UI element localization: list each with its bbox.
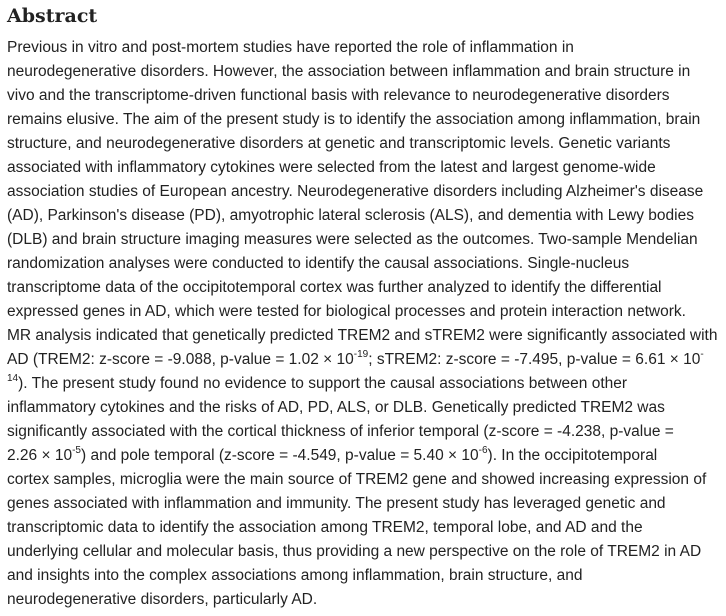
abstract-line: structure, and neurodegenerative disorders at genetic and transcriptomic levels. Genetic variants: [7, 135, 671, 152]
exponent: -19: [353, 348, 369, 360]
abstract-line: and insights into the complex associations among inflammation, brain structure, and: [7, 567, 583, 584]
abstract-body: [7, 36, 723, 612]
line-text: ) and pole temporal (z-score = -4.549, p-value = 5.40 × 10: [80, 447, 479, 464]
abstract-line: significantly associated with the cortical thickness of inferior temporal (z-score = -4.238, p-value =: [7, 423, 674, 440]
abstract-line: (AD), Parkinson's disease (PD), amyotrophic lateral sclerosis (ALS), and dementia with Lewy bodies: [7, 207, 694, 224]
abstract-line: randomization analyses were conducted to identify the causal associations. Single-nucleus: [7, 255, 630, 272]
abstract-line: cortex samples, microglia were the main source of TREM2 gene and showed increasing expression of: [7, 471, 707, 488]
abstract-line: association studies of European ancestry. Neurodegenerative disorders including Alzheimer's disease: [7, 183, 704, 200]
exponent: -5: [72, 444, 81, 456]
abstract-line: inflammatory cytokines and the risks of AD, PD, ALS, or DLB. Genetically predicted TREM2 was: [7, 399, 665, 416]
abstract-line: remains elusive. The aim of the present study is to identify the association among inflammation, brain: [7, 111, 701, 128]
abstract-line: transcriptome data of the occipitotemporal cortex was further analyzed to identify the differential: [7, 279, 662, 296]
abstract-line: associated with inflammatory cytokines were selected from the latest and largest genome-wide: [7, 159, 656, 176]
abstract-line: neurodegenerative disorders. However, the association between inflammation and brain structure in: [7, 63, 691, 80]
abstract-section: [7, 0, 723, 612]
abstract-line: expressed genes in AD, which were tested for biological processes and protein interaction network.: [7, 303, 686, 320]
exponent: -: [700, 348, 704, 360]
line-text: 2.26 × 10: [7, 447, 73, 464]
abstract-line: transcriptomic data to identify the association among TREM2, temporal lobe, and AD and the: [7, 519, 643, 536]
abstract-line: MR analysis indicated that genetically predicted TREM2 and sTREM2 were significantly associated with: [7, 327, 718, 344]
abstract-line: [7, 348, 723, 372]
exponent: -6: [478, 444, 488, 456]
abstract-line: genes associated with inflammation and immunity. The present study has leveraged genetic and: [7, 495, 666, 512]
line-text: ). In the occipitotemporal: [487, 447, 658, 464]
abstract-heading: Abstract: [7, 5, 98, 27]
line-text: AD (TREM2: z-score = -9.088, p-value = 1.02 × 10: [7, 351, 354, 368]
abstract-line: (DLB) and brain structure imaging measures were selected as the outcomes. Two-sample Mendelian: [7, 231, 698, 248]
abstract-line: [7, 444, 723, 468]
exponent: 14: [7, 372, 19, 384]
line-text: ). The present study found no evidence to support the causal associations between other: [18, 375, 628, 392]
abstract-line: Previous in vitro and post-mortem studies have reported the role of inflammation in: [7, 39, 574, 56]
abstract-line: neurodegenerative disorders, particularly AD.: [7, 591, 318, 608]
abstract-line: vivo and the transcriptome-driven functional basis with relevance to neurodegenerative disorders: [7, 87, 670, 104]
abstract-line: [7, 372, 723, 396]
line-text: ; sTREM2: z-score = -7.495, p-value = 6.61 × 10: [368, 351, 701, 368]
abstract-line: underlying cellular and molecular basis, thus providing a new perspective on the role of TREM2 in AD: [7, 543, 702, 560]
